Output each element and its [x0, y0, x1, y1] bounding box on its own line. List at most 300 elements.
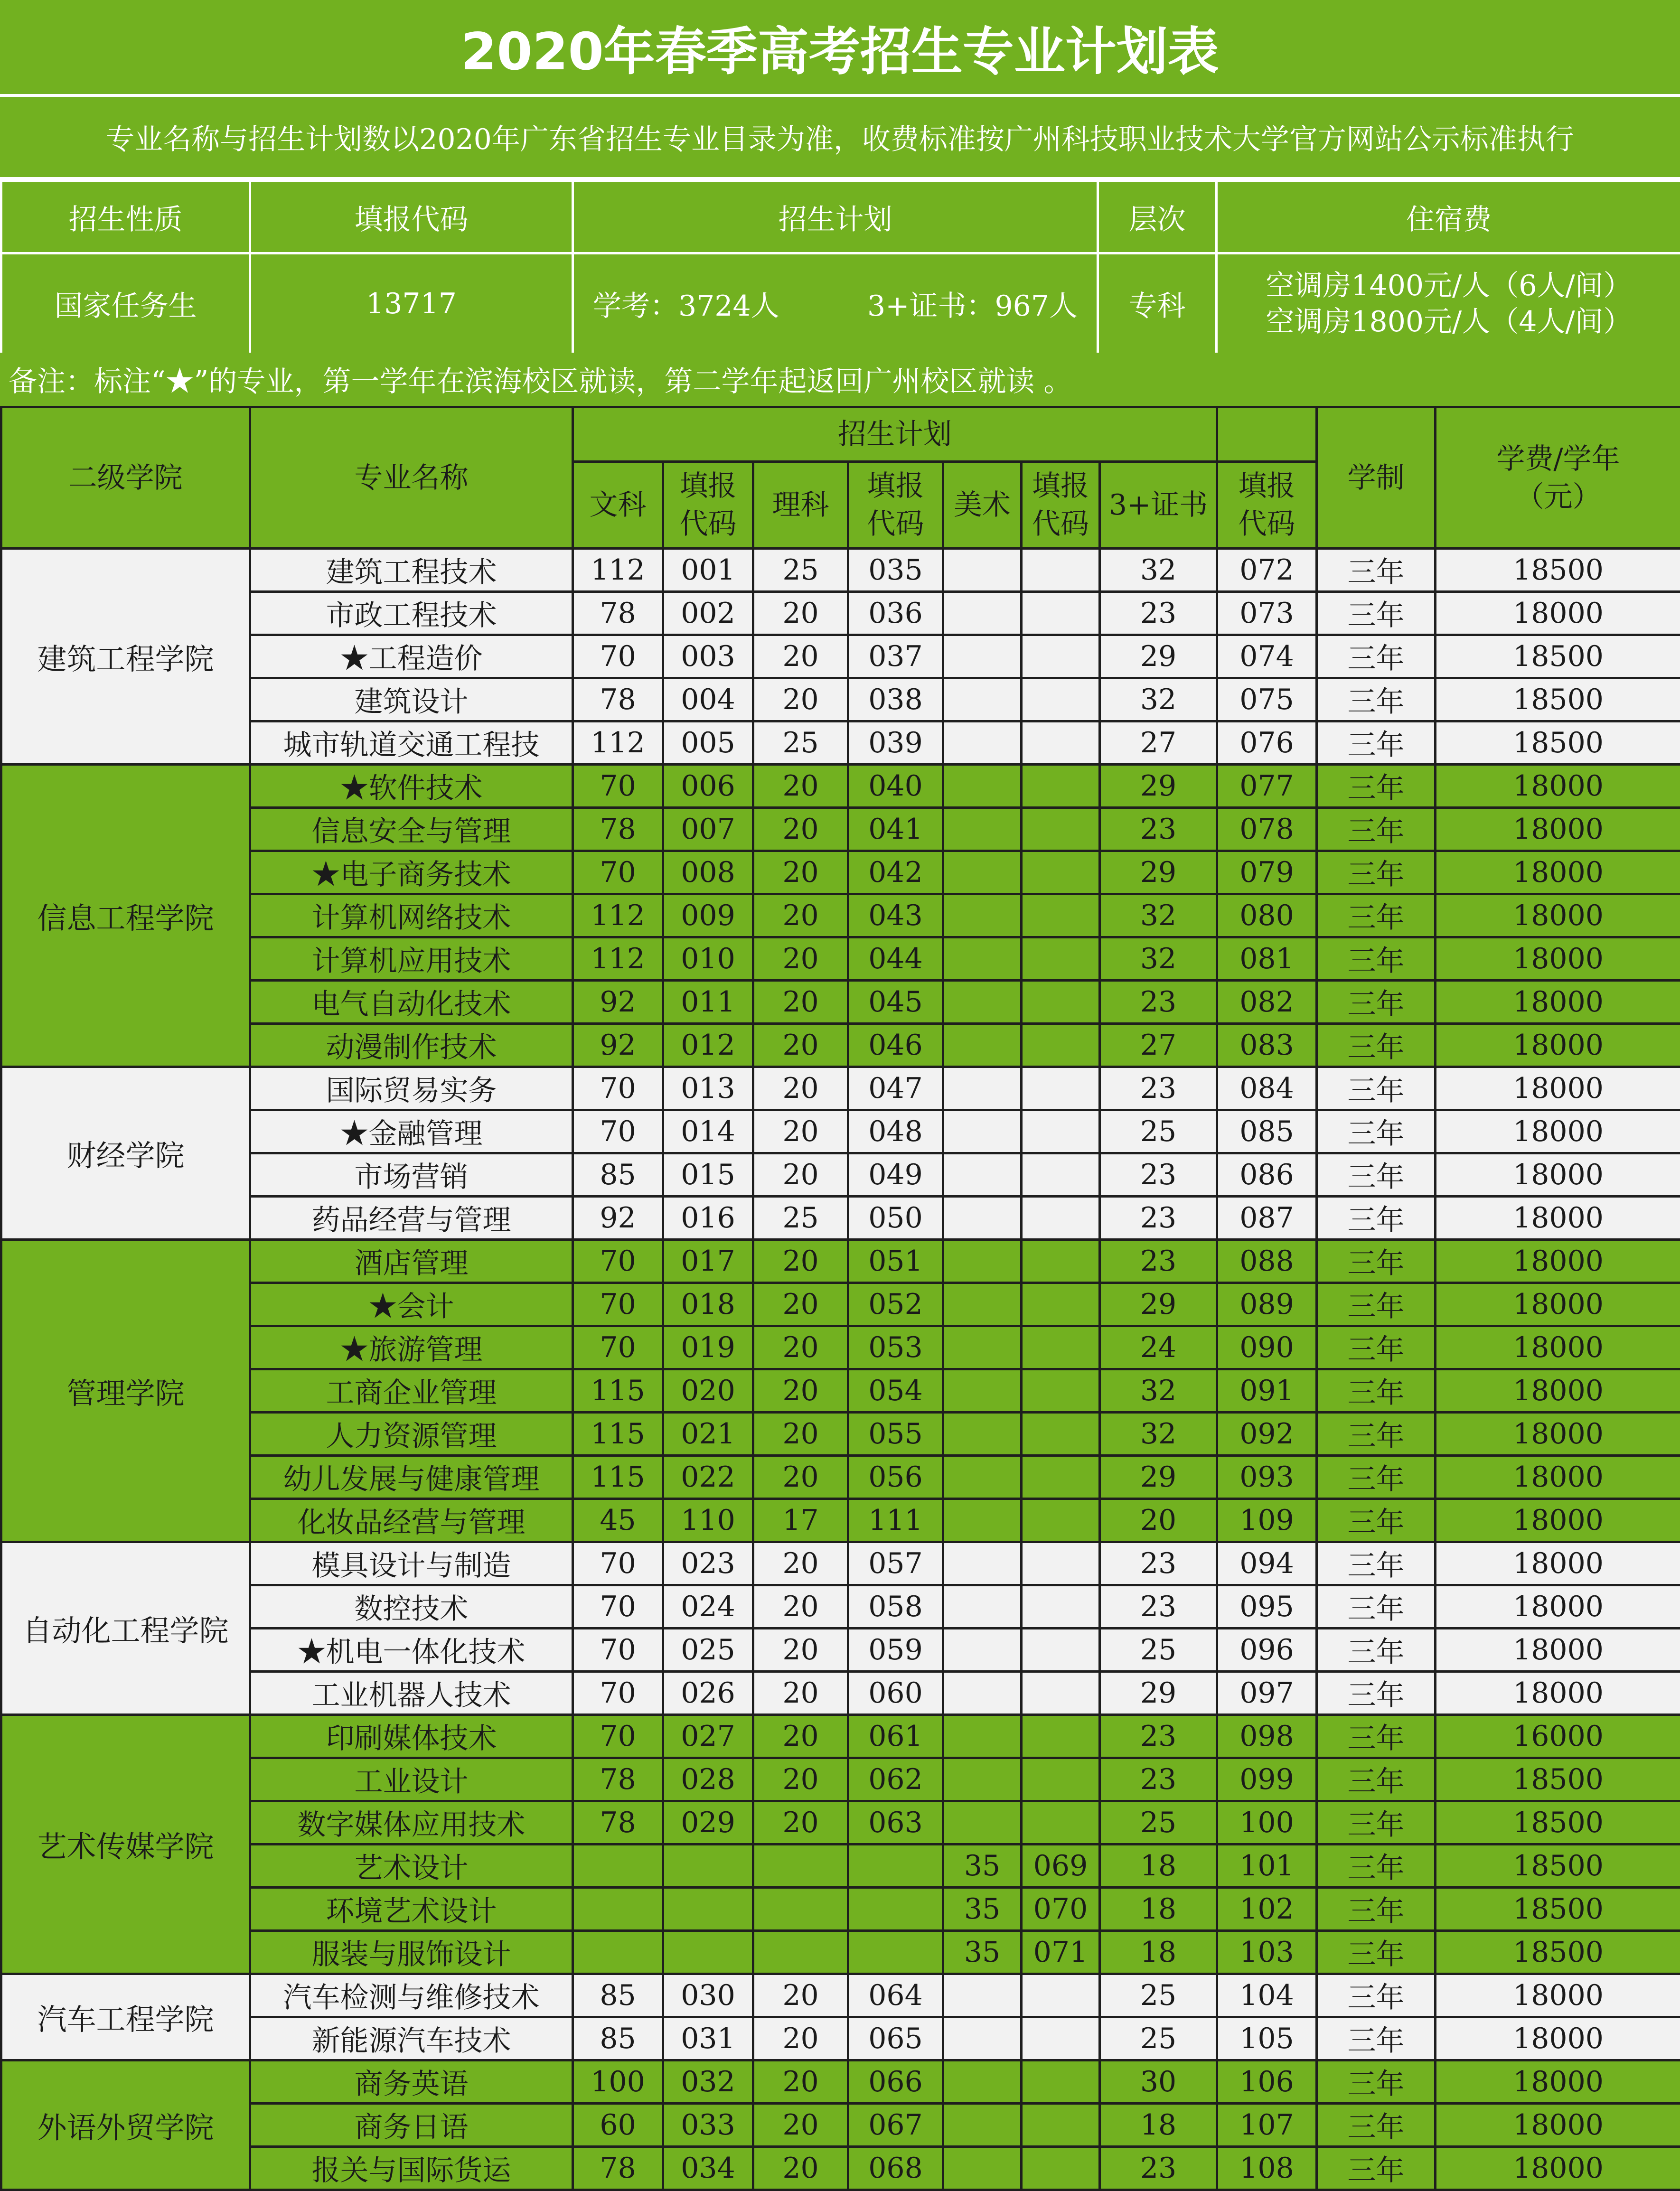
college-group — [1, 549, 1680, 765]
meishu-count — [943, 1629, 1022, 1672]
meishu-code — [1022, 1801, 1100, 1845]
cert-code: 085 — [1217, 1110, 1317, 1153]
header-code-d-top — [1217, 407, 1317, 462]
wenke-count: 112 — [573, 894, 663, 937]
meishu-count — [943, 981, 1022, 1024]
major-name: ★工程造价 — [250, 635, 573, 678]
duration: 三年 — [1317, 981, 1436, 1024]
duration: 三年 — [1317, 1456, 1436, 1499]
tuition-fee: 18000 — [1436, 1153, 1680, 1197]
header-code-d — [1217, 462, 1317, 549]
like-count: 20 — [753, 1801, 848, 1845]
cert-count: 32 — [1100, 937, 1217, 981]
table-row — [1, 1585, 1680, 1629]
college-group — [1, 1974, 1680, 2060]
meishu-count: 35 — [943, 1888, 1022, 1931]
table-row — [1, 981, 1680, 1024]
wenke-count: 78 — [573, 592, 663, 635]
tuition-fee: 18000 — [1436, 2104, 1680, 2147]
header-code-a-line-2: 代码 — [664, 505, 752, 543]
meishu-count — [943, 1542, 1022, 1585]
meishu-code — [1022, 937, 1100, 981]
like-code: 056 — [848, 1456, 943, 1499]
meishu-count — [943, 635, 1022, 678]
wenke-count: 70 — [573, 1326, 663, 1369]
tuition-fee: 18000 — [1436, 1240, 1680, 1283]
wenke-code: 110 — [663, 1499, 753, 1542]
like-count: 20 — [753, 1110, 848, 1153]
major-name: 药品经营与管理 — [250, 1197, 573, 1240]
meishu-code — [1022, 1197, 1100, 1240]
major-name: 城市轨道交通工程技 — [250, 721, 573, 765]
info-code: 13717 — [250, 253, 573, 354]
duration: 三年 — [1317, 678, 1436, 721]
wenke-code: 015 — [663, 1153, 753, 1197]
tuition-fee: 18000 — [1436, 1197, 1680, 1240]
cert-count: 25 — [1100, 1110, 1217, 1153]
meishu-code — [1022, 1110, 1100, 1153]
meishu-count — [943, 1801, 1022, 1845]
wenke-code — [663, 1845, 753, 1888]
wenke-code: 028 — [663, 1758, 753, 1801]
wenke-code: 001 — [663, 549, 753, 592]
major-name: ★旅游管理 — [250, 1326, 573, 1369]
major-plan-table — [0, 406, 1680, 2191]
wenke-code: 029 — [663, 1801, 753, 1845]
cert-count: 25 — [1100, 1629, 1217, 1672]
major-name: 环境艺术设计 — [250, 1888, 573, 1931]
wenke-count: 70 — [573, 1110, 663, 1153]
cert-count: 20 — [1100, 1499, 1217, 1542]
info-plan — [573, 253, 1098, 354]
wenke-count: 78 — [573, 678, 663, 721]
major-name: 建筑工程技术 — [250, 549, 573, 592]
duration: 三年 — [1317, 549, 1436, 592]
table-row — [1, 592, 1680, 635]
meishu-code — [1022, 1974, 1100, 2017]
cert-code: 097 — [1217, 1672, 1317, 1715]
duration: 三年 — [1317, 2060, 1436, 2104]
like-count: 20 — [753, 937, 848, 981]
meishu-code — [1022, 721, 1100, 765]
college-name: 汽车工程学院 — [1, 1974, 250, 2060]
table-row — [1, 1456, 1680, 1499]
wenke-count: 70 — [573, 1672, 663, 1715]
major-name: ★机电一体化技术 — [250, 1629, 573, 1672]
duration: 三年 — [1317, 1715, 1436, 1758]
cert-count: 18 — [1100, 1931, 1217, 1974]
meishu-count — [943, 2060, 1022, 2104]
like-code: 111 — [848, 1499, 943, 1542]
major-name: ★金融管理 — [250, 1110, 573, 1153]
like-code: 038 — [848, 678, 943, 721]
info-plan-xuekao: 学考：3724人 — [593, 283, 779, 324]
meishu-count — [943, 894, 1022, 937]
wenke-count: 115 — [573, 1456, 663, 1499]
meishu-code — [1022, 1715, 1100, 1758]
like-code: 041 — [848, 808, 943, 851]
duration: 三年 — [1317, 1067, 1436, 1110]
header-major: 专业名称 — [250, 407, 573, 549]
meishu-code — [1022, 1153, 1100, 1197]
cert-count: 25 — [1100, 1801, 1217, 1845]
cert-count: 23 — [1100, 1585, 1217, 1629]
cert-code: 089 — [1217, 1283, 1317, 1326]
duration: 三年 — [1317, 2104, 1436, 2147]
header-wenke: 文科 — [573, 462, 663, 549]
tuition-fee: 18000 — [1436, 981, 1680, 1024]
wenke-count: 92 — [573, 1197, 663, 1240]
meishu-code — [1022, 1413, 1100, 1456]
like-count: 20 — [753, 851, 848, 894]
wenke-count: 92 — [573, 1024, 663, 1067]
meishu-code — [1022, 1758, 1100, 1801]
wenke-code: 017 — [663, 1240, 753, 1283]
meishu-code — [1022, 678, 1100, 721]
info-nature: 国家任务生 — [1, 253, 250, 354]
meishu-count — [943, 1326, 1022, 1369]
meishu-code — [1022, 808, 1100, 851]
like-code: 064 — [848, 1974, 943, 2017]
meishu-count — [943, 1585, 1022, 1629]
table-header-row-1 — [1, 407, 1680, 462]
meishu-code — [1022, 1629, 1100, 1672]
tuition-fee: 18500 — [1436, 549, 1680, 592]
like-count: 20 — [753, 1542, 848, 1585]
wenke-code: 034 — [663, 2147, 753, 2190]
admission-info-table — [0, 180, 1680, 355]
tuition-fee: 18500 — [1436, 1801, 1680, 1845]
table-row — [1, 1413, 1680, 1456]
header-meishu: 美术 — [943, 462, 1022, 549]
meishu-count — [943, 765, 1022, 808]
like-code: 052 — [848, 1283, 943, 1326]
wenke-code: 011 — [663, 981, 753, 1024]
tuition-fee: 18000 — [1436, 1326, 1680, 1369]
info-dorm — [1217, 253, 1680, 354]
meishu-code: 070 — [1022, 1888, 1100, 1931]
like-count — [753, 1845, 848, 1888]
like-count: 20 — [753, 2017, 848, 2060]
like-count: 20 — [753, 1024, 848, 1067]
like-code: 059 — [848, 1629, 943, 1672]
meishu-code — [1022, 765, 1100, 808]
like-count: 20 — [753, 1974, 848, 2017]
major-name: 印刷媒体技术 — [250, 1715, 573, 1758]
header-code-b — [848, 462, 943, 549]
duration: 三年 — [1317, 1326, 1436, 1369]
duration: 三年 — [1317, 1197, 1436, 1240]
like-code: 051 — [848, 1240, 943, 1283]
meishu-count — [943, 549, 1022, 592]
tuition-fee: 18000 — [1436, 2147, 1680, 2190]
like-count: 20 — [753, 1456, 848, 1499]
cert-count: 27 — [1100, 721, 1217, 765]
meishu-code — [1022, 1240, 1100, 1283]
table-row — [1, 1974, 1680, 2017]
major-name: 工商企业管理 — [250, 1369, 573, 1413]
cert-code: 083 — [1217, 1024, 1317, 1067]
table-row — [1, 635, 1680, 678]
meishu-code — [1022, 1499, 1100, 1542]
like-count: 20 — [753, 592, 848, 635]
duration: 三年 — [1317, 1888, 1436, 1931]
info-header-dorm: 住宿费 — [1217, 181, 1680, 253]
like-count: 20 — [753, 1369, 848, 1413]
duration: 三年 — [1317, 635, 1436, 678]
duration: 三年 — [1317, 1801, 1436, 1845]
table-row — [1, 2017, 1680, 2060]
like-count: 20 — [753, 1283, 848, 1326]
major-name: 工业设计 — [250, 1758, 573, 1801]
cert-code: 104 — [1217, 1974, 1317, 2017]
cert-code: 095 — [1217, 1585, 1317, 1629]
wenke-count: 60 — [573, 2104, 663, 2147]
duration: 三年 — [1317, 765, 1436, 808]
table-row — [1, 1715, 1680, 1758]
cert-code: 098 — [1217, 1715, 1317, 1758]
cert-code: 096 — [1217, 1629, 1317, 1672]
tuition-fee: 18000 — [1436, 2017, 1680, 2060]
meishu-count — [943, 1153, 1022, 1197]
cert-code: 090 — [1217, 1326, 1317, 1369]
major-name: 电气自动化技术 — [250, 981, 573, 1024]
tuition-fee: 18000 — [1436, 1413, 1680, 1456]
wenke-count: 112 — [573, 549, 663, 592]
like-code: 043 — [848, 894, 943, 937]
header-code-d-line-1: 填报 — [1218, 467, 1315, 505]
duration: 三年 — [1317, 1110, 1436, 1153]
table-row — [1, 1067, 1680, 1110]
header-code-b-line-2: 代码 — [849, 505, 942, 543]
notice-banner: 专业名称与招生计划数以2020年广东省招生专业目录为准，收费标准按广州科技职业技术大学官方网站公示标准执行 — [0, 97, 1680, 180]
table-row — [1, 1758, 1680, 1801]
cert-count: 23 — [1100, 1758, 1217, 1801]
remark-note: 备注：标注“★”的专业，第一学年在滨海校区就读，第二学年起返回广州校区就读 。 — [0, 353, 1680, 406]
cert-count: 18 — [1100, 2104, 1217, 2147]
cert-count: 23 — [1100, 1715, 1217, 1758]
like-code: 066 — [848, 2060, 943, 2104]
table-row — [1, 1369, 1680, 1413]
tuition-fee: 18000 — [1436, 1629, 1680, 1672]
cert-count: 27 — [1100, 1024, 1217, 1067]
duration: 三年 — [1317, 1024, 1436, 1067]
wenke-code: 014 — [663, 1110, 753, 1153]
meishu-count — [943, 1197, 1022, 1240]
info-header-code: 填报代码 — [250, 181, 573, 253]
wenke-code: 026 — [663, 1672, 753, 1715]
like-code: 062 — [848, 1758, 943, 1801]
major-name: 新能源汽车技术 — [250, 2017, 573, 2060]
meishu-count — [943, 1240, 1022, 1283]
table-row — [1, 1499, 1680, 1542]
wenke-count: 85 — [573, 2017, 663, 2060]
cert-code: 109 — [1217, 1499, 1317, 1542]
cert-count: 23 — [1100, 808, 1217, 851]
meishu-code — [1022, 851, 1100, 894]
tuition-fee: 18500 — [1436, 1888, 1680, 1931]
cert-count: 29 — [1100, 1672, 1217, 1715]
meishu-count: 35 — [943, 1845, 1022, 1888]
like-count: 20 — [753, 2060, 848, 2104]
header-code-c — [1022, 462, 1100, 549]
cert-code: 099 — [1217, 1758, 1317, 1801]
header-plan-group: 招生计划 — [573, 407, 1217, 462]
cert-code: 074 — [1217, 635, 1317, 678]
tuition-fee: 18500 — [1436, 1758, 1680, 1801]
cert-code: 086 — [1217, 1153, 1317, 1197]
wenke-code: 019 — [663, 1326, 753, 1369]
cert-count: 24 — [1100, 1326, 1217, 1369]
tuition-fee: 18000 — [1436, 1974, 1680, 2017]
cert-count: 25 — [1100, 1974, 1217, 2017]
like-count: 20 — [753, 1240, 848, 1283]
meishu-code — [1022, 1585, 1100, 1629]
meishu-code — [1022, 2104, 1100, 2147]
table-row — [1, 808, 1680, 851]
meishu-count — [943, 2104, 1022, 2147]
tuition-fee: 18000 — [1436, 1585, 1680, 1629]
tuition-fee: 18000 — [1436, 808, 1680, 851]
meishu-count — [943, 678, 1022, 721]
header-cert: 3+证书 — [1100, 462, 1217, 549]
cert-count: 32 — [1100, 1369, 1217, 1413]
major-name: 市场营销 — [250, 1153, 573, 1197]
college-group — [1, 1240, 1680, 1542]
header-duration: 学制 — [1317, 407, 1436, 549]
like-code — [848, 1931, 943, 1974]
like-code: 067 — [848, 2104, 943, 2147]
table-row — [1, 549, 1680, 592]
meishu-count — [943, 1067, 1022, 1110]
tuition-fee: 18000 — [1436, 1542, 1680, 1585]
major-name: 数字媒体应用技术 — [250, 1801, 573, 1845]
cert-code: 101 — [1217, 1845, 1317, 1888]
wenke-code: 013 — [663, 1067, 753, 1110]
wenke-count: 85 — [573, 1153, 663, 1197]
wenke-code: 032 — [663, 2060, 753, 2104]
wenke-code: 027 — [663, 1715, 753, 1758]
duration: 三年 — [1317, 894, 1436, 937]
like-code: 055 — [848, 1413, 943, 1456]
duration: 三年 — [1317, 1585, 1436, 1629]
table-row — [1, 1672, 1680, 1715]
meishu-code — [1022, 1369, 1100, 1413]
major-name: 建筑设计 — [250, 678, 573, 721]
cert-count: 32 — [1100, 894, 1217, 937]
info-dorm-4: 空调房1800元/人（4人/间） — [1218, 304, 1680, 340]
table-row — [1, 1153, 1680, 1197]
wenke-count: 100 — [573, 2060, 663, 2104]
like-count: 25 — [753, 549, 848, 592]
like-code: 047 — [848, 1067, 943, 1110]
cert-code: 076 — [1217, 721, 1317, 765]
wenke-code: 033 — [663, 2104, 753, 2147]
wenke-count — [573, 1845, 663, 1888]
meishu-count — [943, 1974, 1022, 2017]
major-name: 艺术设计 — [250, 1845, 573, 1888]
table-row — [1, 2104, 1680, 2147]
like-count — [753, 1888, 848, 1931]
cert-code: 105 — [1217, 2017, 1317, 2060]
wenke-code: 002 — [663, 592, 753, 635]
like-code: 063 — [848, 1801, 943, 1845]
wenke-count: 70 — [573, 765, 663, 808]
wenke-code: 025 — [663, 1629, 753, 1672]
like-count: 20 — [753, 808, 848, 851]
duration: 三年 — [1317, 1283, 1436, 1326]
cert-code: 106 — [1217, 2060, 1317, 2104]
major-name: 模具设计与制造 — [250, 1542, 573, 1585]
cert-count: 29 — [1100, 1283, 1217, 1326]
like-count: 20 — [753, 1672, 848, 1715]
wenke-count: 70 — [573, 1240, 663, 1283]
duration: 三年 — [1317, 1974, 1436, 2017]
meishu-count — [943, 1672, 1022, 1715]
like-count — [753, 1931, 848, 1974]
info-dorm-6: 空调房1400元/人（6人/间） — [1218, 268, 1680, 304]
college-group — [1, 1715, 1680, 1974]
table-row — [1, 851, 1680, 894]
wenke-code: 031 — [663, 2017, 753, 2060]
cert-count: 23 — [1100, 2147, 1217, 2190]
duration: 三年 — [1317, 1845, 1436, 1888]
like-count: 17 — [753, 1499, 848, 1542]
info-header-nature: 招生性质 — [1, 181, 250, 253]
meishu-count — [943, 808, 1022, 851]
college-name: 信息工程学院 — [1, 765, 250, 1067]
major-name: 计算机网络技术 — [250, 894, 573, 937]
like-code: 044 — [848, 937, 943, 981]
meishu-count — [943, 1456, 1022, 1499]
like-count: 20 — [753, 981, 848, 1024]
major-name: 商务英语 — [250, 2060, 573, 2104]
tuition-fee: 18000 — [1436, 1110, 1680, 1153]
tuition-fee: 18500 — [1436, 1845, 1680, 1888]
major-name: 服装与服饰设计 — [250, 1931, 573, 1974]
tuition-fee: 18000 — [1436, 851, 1680, 894]
duration: 三年 — [1317, 1499, 1436, 1542]
cert-count: 23 — [1100, 981, 1217, 1024]
cert-code: 077 — [1217, 765, 1317, 808]
cert-code: 080 — [1217, 894, 1317, 937]
like-code — [848, 1845, 943, 1888]
cert-code: 073 — [1217, 592, 1317, 635]
cert-code: 079 — [1217, 851, 1317, 894]
table-row — [1, 1629, 1680, 1672]
wenke-count — [573, 1931, 663, 1974]
tuition-fee: 18000 — [1436, 765, 1680, 808]
cert-count: 23 — [1100, 1067, 1217, 1110]
like-code: 039 — [848, 721, 943, 765]
major-name: 汽车检测与维修技术 — [250, 1974, 573, 2017]
meishu-count — [943, 1369, 1022, 1413]
meishu-count — [943, 721, 1022, 765]
info-value-row — [1, 253, 1680, 354]
wenke-count: 112 — [573, 721, 663, 765]
cert-count: 30 — [1100, 2060, 1217, 2104]
meishu-code — [1022, 549, 1100, 592]
college-group — [1, 765, 1680, 1067]
header-fee-line-2: （元） — [1436, 478, 1680, 516]
tuition-fee: 18000 — [1436, 937, 1680, 981]
wenke-count: 78 — [573, 1801, 663, 1845]
meishu-count — [943, 851, 1022, 894]
cert-code: 088 — [1217, 1240, 1317, 1283]
like-count: 20 — [753, 1758, 848, 1801]
cert-code: 072 — [1217, 549, 1317, 592]
major-name: 数控技术 — [250, 1585, 573, 1629]
